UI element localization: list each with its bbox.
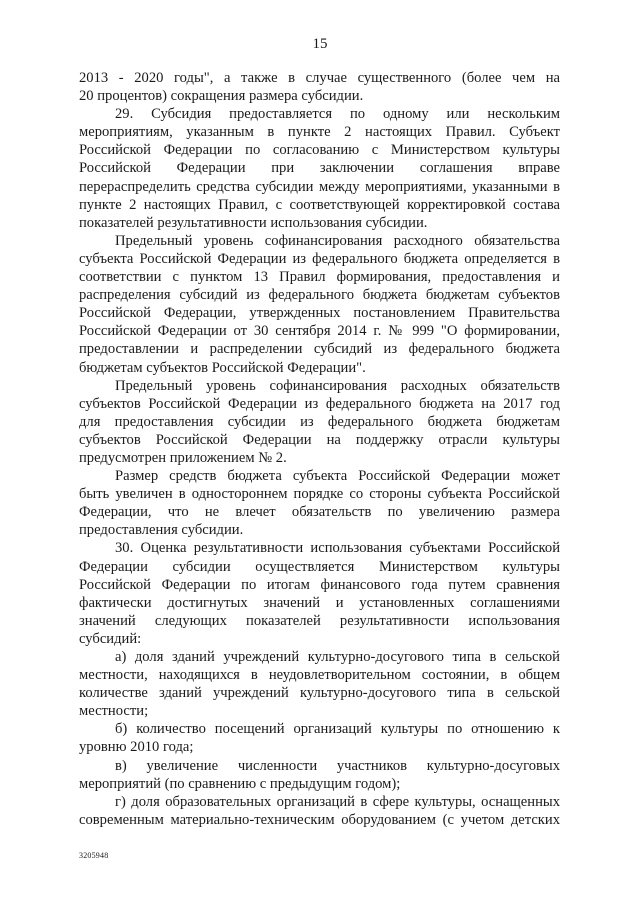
text-line: показателей результативности использования субсидии. [79, 214, 428, 231]
text-line: Российской Федерации при заключении соглашения вправе [79, 160, 560, 177]
text-line: Предельный уровень софинансирования расходного обязательства [115, 232, 560, 249]
text-line: субъектов Российской Федерации на поддержку отрасли культуры [79, 431, 560, 448]
page-number: 15 [312, 36, 328, 52]
text-line: современным материально-техническим оборудованием (с учетом детских [79, 811, 560, 828]
text-line: Российской Федерации по итогам финансового года путем сравнения [79, 576, 560, 593]
text-line: Российской Федерации от 30 сентября 2014 г. № 999 "О формировании, [79, 323, 560, 340]
text-line: г) доля образовательных организаций в сфере культуры, оснащенных [115, 793, 560, 810]
text-line: мероприятиям, указанным в пункте 2 настоящих Правил. Субъект [79, 124, 560, 141]
text-line: а) доля зданий учреждений культурно-досугового типа в сельской [115, 649, 560, 665]
text-line: пункте 2 настоящих Правил, с соответствующей корректировкой состава [79, 196, 560, 213]
text-line: быть увеличен в одностороннем порядке со стороны субъекта Российской [79, 486, 560, 503]
text-line: бюджетам субъектов Российской Федерации". [79, 359, 366, 376]
text-line: в) увеличение численности участников культурно-досуговых [115, 757, 560, 774]
text-line: Российской Федерации по согласованию с Министерством культуры [79, 142, 560, 159]
text-line: распределения субсидий из федерального бюджета бюджетам субъектов [79, 287, 560, 304]
text-line: субъектов Российской Федерации из федерального бюджета на 2017 год [79, 395, 560, 412]
text-line: субъекта Российской Федерации из федерального бюджета определяется в [79, 250, 560, 267]
text-line: местности; [79, 703, 149, 720]
text-line: Федерации, что не влечет обязательств по увеличению размера [79, 504, 560, 521]
text-line: Размер средств бюджета субъекта Российской Федерации может [115, 468, 560, 485]
text-line: перераспределить средства субсидии между мероприятиями, указанными в [79, 178, 560, 195]
text-line: 20 процентов) сокращения размера субсидии. [79, 88, 364, 105]
text-line: б) количество посещений организаций культуры по отношению к [115, 721, 560, 738]
text-line: соответствии с пунктом 13 Правил формирования, предоставления и [79, 269, 560, 286]
text-line: 30. Оценка результативности использования субъектами Российской [115, 540, 560, 557]
text-line: мероприятий (по сравнению с предыдущим годом); [79, 775, 401, 792]
text-line: 29. Субсидия предоставляется по одному или нескольким [115, 106, 560, 123]
document-body [79, 69, 560, 829]
document-code: 3205948 [79, 851, 109, 860]
text-line: субсидий: [79, 630, 142, 647]
text-line: фактически достигнутых значений и установленных соглашениями [79, 594, 560, 611]
text-line: предоставлении и распределении субсидий из федерального бюджета [79, 341, 560, 358]
text-line: Предельный уровень софинансирования расходных обязательств [115, 377, 560, 394]
text-line: Российской Федерации, утвержденных постановлением Правительства [79, 305, 560, 322]
text-line: значений следующих показателей результативности использования [79, 612, 560, 629]
text-line: Федерации субсидии осуществляется Министерством культуры [79, 558, 560, 575]
text-line: для предоставления субсидии из федерального бюджета бюджетам [79, 413, 560, 430]
text-line: 2013 - 2020 годы", а также в случае существенного (более чем на [79, 70, 560, 86]
text-line: уровню 2010 года; [79, 739, 194, 756]
text-line: местности, находящихся в неудовлетворительном состоянии, в общем [79, 667, 560, 684]
text-line: количестве зданий учреждений культурно-досугового типа в сельской [79, 685, 560, 702]
text-line: предоставления субсидии. [79, 522, 244, 539]
text-line: предусмотрен приложением № 2. [79, 449, 287, 466]
